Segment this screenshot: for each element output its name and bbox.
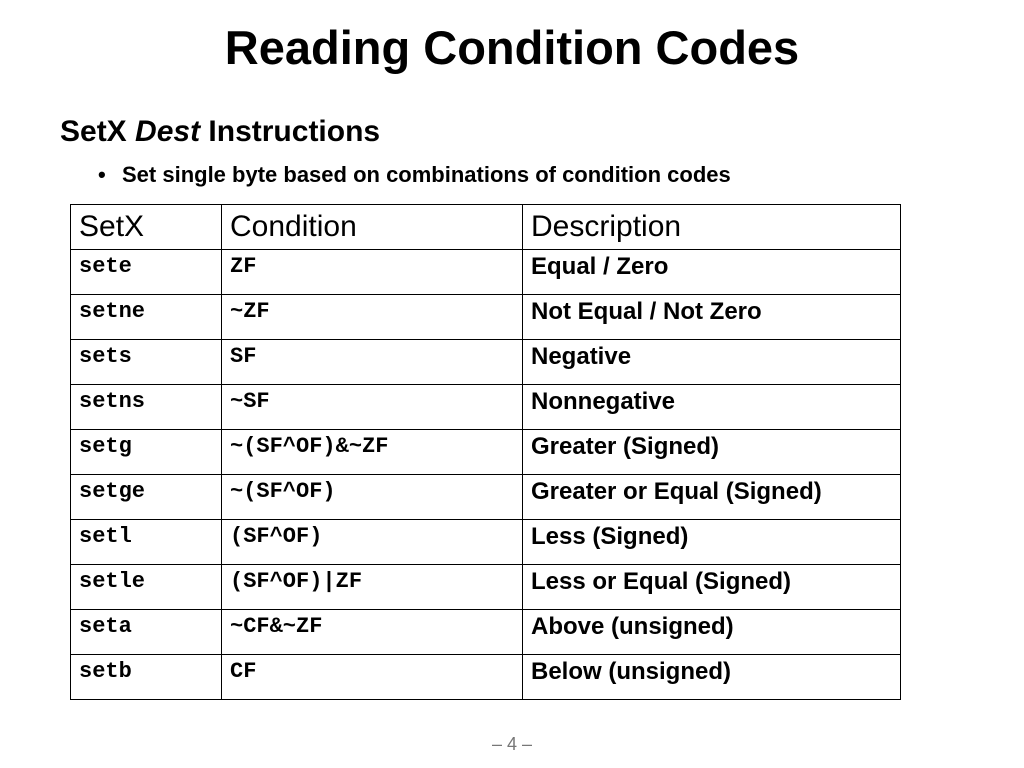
- header-condition: Condition: [222, 205, 523, 250]
- cell-condition: (SF^OF): [222, 520, 523, 565]
- cell-condition: (SF^OF)|ZF: [222, 565, 523, 610]
- cell-description: Greater (Signed): [523, 430, 901, 475]
- cell-condition: CF: [222, 655, 523, 700]
- heading-dest: Dest: [135, 115, 201, 148]
- cell-description: Equal / Zero: [523, 250, 901, 295]
- cell-instruction: sets: [71, 340, 222, 385]
- cell-description: Above (unsigned): [523, 610, 901, 655]
- cell-instruction: setle: [71, 565, 222, 610]
- bullet-text: Set single byte based on combinations of condition codes: [122, 162, 731, 187]
- header-description: Description: [523, 205, 901, 250]
- cell-condition: ~SF: [222, 385, 523, 430]
- header-setx: SetX: [71, 205, 222, 250]
- table-row: [71, 565, 901, 610]
- table-row: [71, 295, 901, 340]
- cell-instruction: setb: [71, 655, 222, 700]
- slide-title: Reading Condition Codes: [224, 21, 800, 74]
- cell-instruction: sete: [71, 250, 222, 295]
- table-row: [71, 430, 901, 475]
- cell-condition: ZF: [222, 250, 523, 295]
- cell-instruction: setne: [71, 295, 222, 340]
- cell-condition: ~CF&~ZF: [222, 610, 523, 655]
- cell-description: Negative: [523, 340, 901, 385]
- cell-condition: ~ZF: [222, 295, 523, 340]
- cell-instruction: setl: [71, 520, 222, 565]
- bullet-dot-icon: •: [98, 162, 106, 187]
- cell-description: Less or Equal (Signed): [523, 565, 901, 610]
- cell-condition: SF: [222, 340, 523, 385]
- table-row: [71, 385, 901, 430]
- table-row: [71, 520, 901, 565]
- table-row: [71, 475, 901, 520]
- cell-instruction: seta: [71, 610, 222, 655]
- page-number: – 4 –: [491, 734, 533, 754]
- table-row: [71, 655, 901, 700]
- cell-condition: ~(SF^OF): [222, 475, 523, 520]
- cell-instruction: setg: [71, 430, 222, 475]
- cell-description: Greater or Equal (Signed): [523, 475, 901, 520]
- table-row: [71, 610, 901, 655]
- cell-description: Not Equal / Not Zero: [523, 295, 901, 340]
- table-row: [71, 340, 901, 385]
- table-header-row: [71, 205, 901, 250]
- cell-instruction: setge: [71, 475, 222, 520]
- heading-setx: SetX: [60, 115, 127, 148]
- cell-description: Nonnegative: [523, 385, 901, 430]
- cell-description: Below (unsigned): [523, 655, 901, 700]
- table-row: [71, 250, 901, 295]
- section-heading: [60, 112, 380, 152]
- heading-instructions: Instructions: [208, 115, 381, 148]
- bullet-item: [98, 160, 731, 190]
- cell-instruction: setns: [71, 385, 222, 430]
- cell-description: Less (Signed): [523, 520, 901, 565]
- condition-codes-table: [70, 204, 901, 700]
- cell-condition: ~(SF^OF)&~ZF: [222, 430, 523, 475]
